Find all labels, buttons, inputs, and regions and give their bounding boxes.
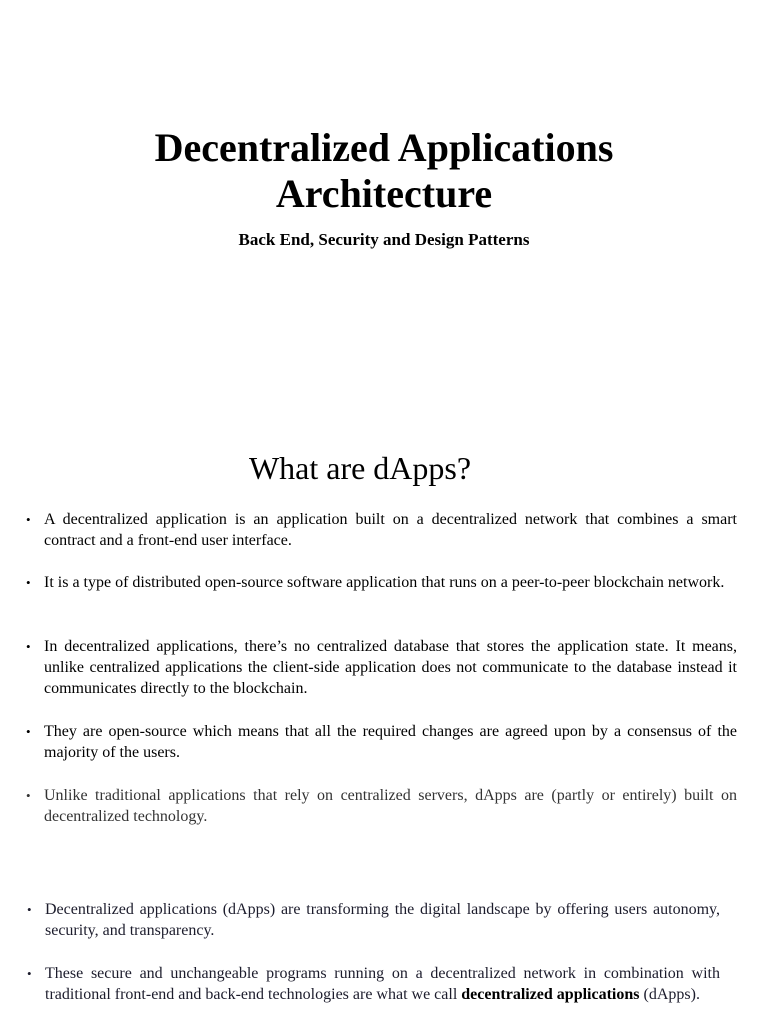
bullet-text: A decentralized application is an application built on a decentralized network that combines a smart contract and a front-end user interface. <box>44 511 737 549</box>
bullet-item <box>26 785 737 827</box>
document-subtitle: Back End, Security and Design Patterns <box>238 230 530 249</box>
bullet-item <box>26 721 737 763</box>
bullet-item <box>26 509 737 551</box>
bullet-icon: • <box>27 902 32 917</box>
bullet-icon: • <box>27 966 32 981</box>
bullet-icon: • <box>26 788 31 803</box>
document-title <box>0 125 768 217</box>
bullet-text-end: (dApps). <box>639 986 700 1003</box>
title-line-2: Architecture <box>275 171 493 216</box>
bullet-text: It is a type of distributed open-source software application that runs on a peer-to-peer blockchain network. <box>44 574 725 591</box>
bold-term: decentralized applications <box>461 986 640 1003</box>
bullet-item <box>26 636 737 699</box>
bullet-text: Decentralized applications (dApps) are transforming the digital landscape by offering users autonomy, security, and transparency. <box>45 901 720 939</box>
bullet-text: In decentralized applications, there’s no centralized database that stores the application state. It means, unlike centralized applications the client-side application does not communicate to the database instead it communicates directly to the blockchain. <box>44 638 737 697</box>
bullet-text: These secure and unchangeable programs running on a decentralized network in combination with traditional front-end and back-end technologies are what we call <box>45 965 720 1003</box>
bullet-item <box>26 572 737 593</box>
bullet-icon: • <box>26 724 31 739</box>
bullet-text: They are open-source which means that all the required changes are agreed upon by a consensus of the majority of the users. <box>44 723 737 761</box>
bullet-text: Unlike traditional applications that rely on centralized servers, dApps are (partly or entirely) built on decentralized technology. <box>44 787 737 825</box>
title-line-1: Decentralized Applications <box>154 125 614 170</box>
section-heading: What are dApps? <box>248 450 472 486</box>
bullet-icon: • <box>26 639 31 654</box>
bullet-icon: • <box>26 575 31 590</box>
bullet-item <box>27 963 720 1005</box>
bullet-item <box>27 899 720 941</box>
bullet-icon: • <box>26 512 31 527</box>
